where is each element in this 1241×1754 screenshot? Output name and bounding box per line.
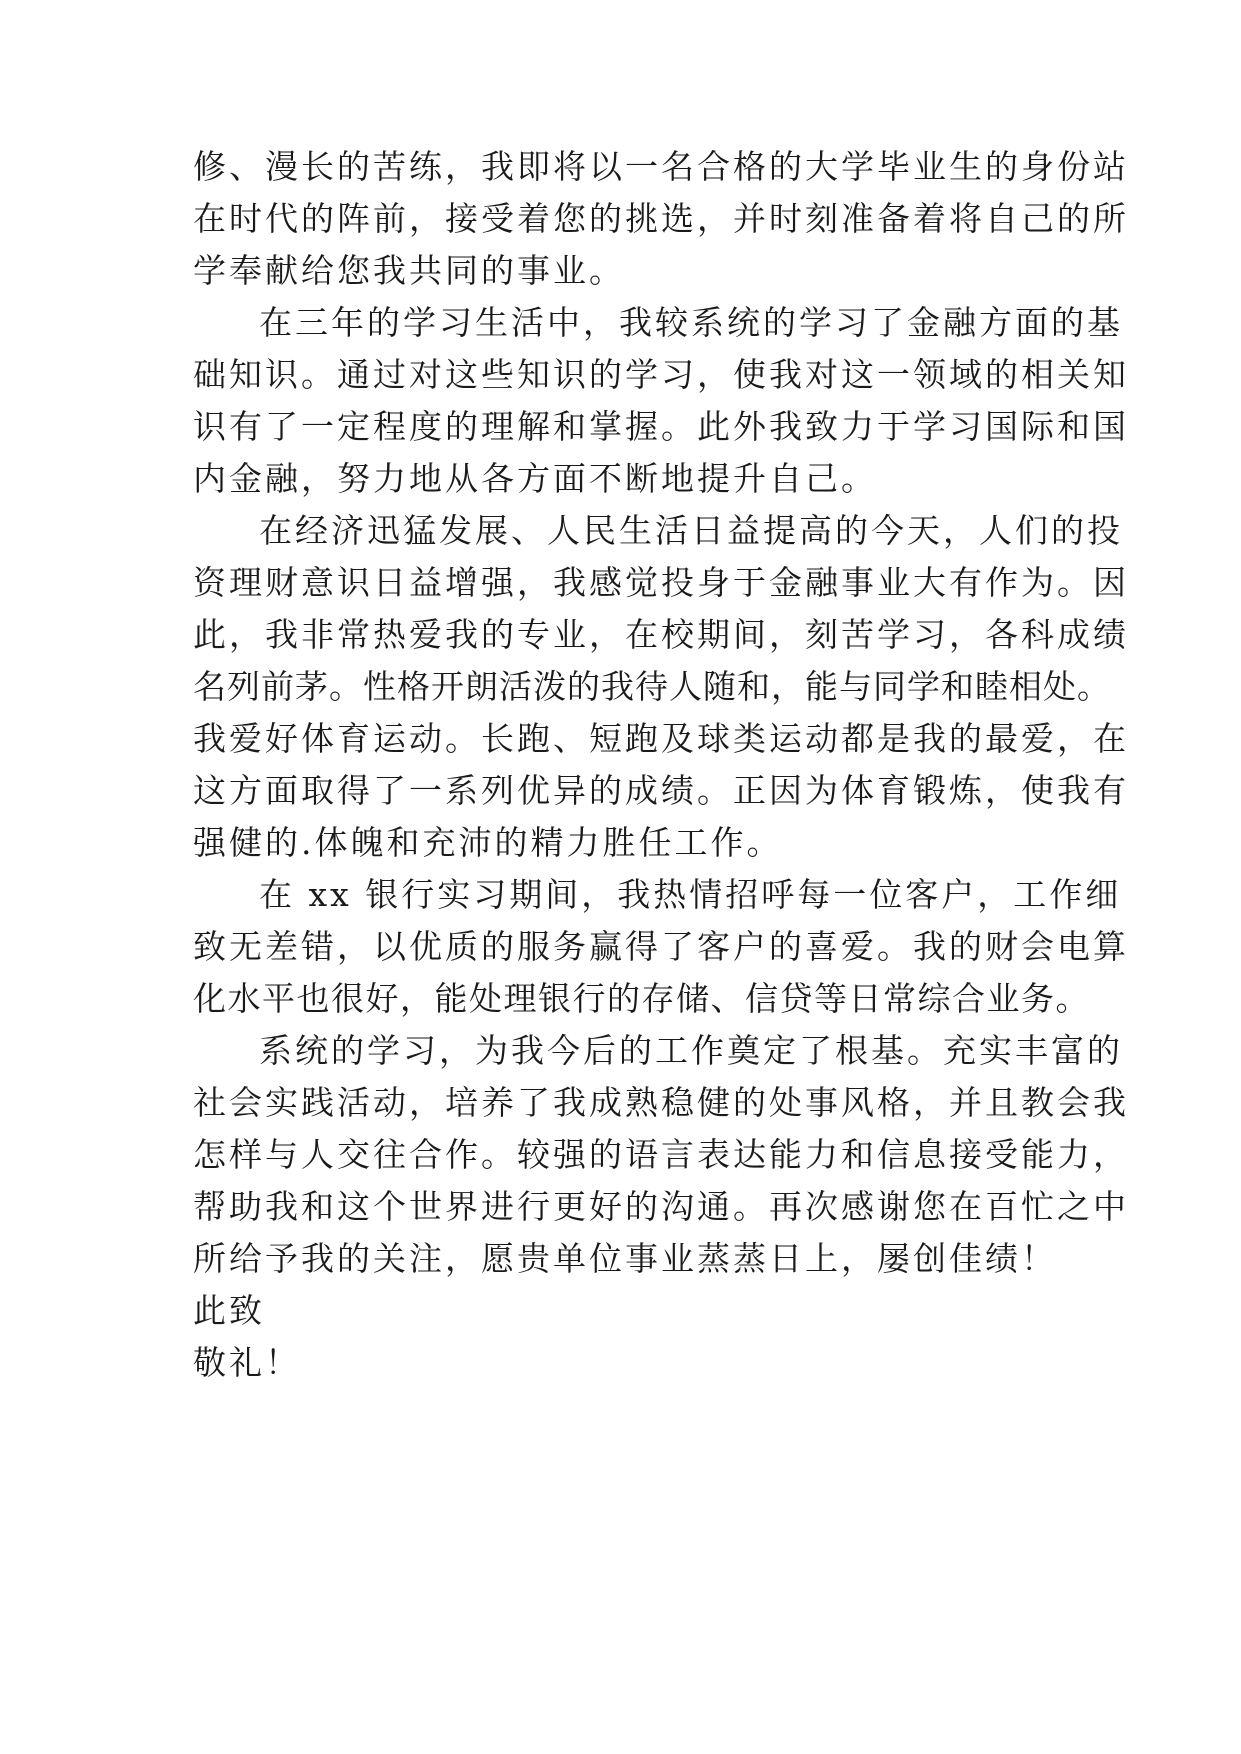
text-line: 这方面取得了一系列优异的成绩。正因为体育锻炼，使我有 [193, 771, 1129, 810]
paragraph-start-line: 在 xx 银行实习期间，我热情招呼每一位客户，工作细 [259, 875, 1122, 914]
text-line: 社会实践活动，培养了我成熟稳健的处事风格，并且教会我 [193, 1083, 1129, 1122]
text-line: 所给予我的关注，愿贵单位事业蒸蒸日上，屡创佳绩！ [193, 1239, 1057, 1278]
text-line: 怎样与人交往合作。较强的语言表达能力和信息接受能力， [193, 1135, 1129, 1174]
text-line: 致无差错，以优质的服务赢得了客户的喜爱。我的财会电算 [193, 927, 1129, 966]
paragraph-start-line: 在经济迅猛发展、人民生活日益提高的今天，人们的投 [259, 511, 1123, 550]
text-line: 在时代的阵前，接受着您的挑选，并时刻准备着将自己的所 [193, 199, 1129, 238]
text-line: 强健的.体魄和充沛的精力胜任工作。 [193, 823, 783, 862]
text-line: 学奉献给您我共同的事业。 [193, 251, 625, 290]
text-line: 化水平也很好，能处理银行的存储、信贷等日常综合业务。 [193, 979, 1090, 1018]
text-line: 内金融，努力地从各方面不断地提升自己。 [193, 459, 877, 498]
paragraph-start-line: 系统的学习，为我今后的工作奠定了根基。充实丰富的 [259, 1031, 1123, 1070]
paragraph-start-line: 在三年的学习生活中，我较系统的学习了金融方面的基 [259, 303, 1123, 342]
closing-regards: 敬礼！ [193, 1343, 301, 1382]
text-line: 识有了一定程度的理解和掌握。此外我致力于学习国际和国 [193, 407, 1129, 446]
text-line: 此，我非常热爱我的专业，在校期间，刻苦学习，各科成绩 [193, 615, 1129, 654]
text-line: 资理财意识日益增强，我感觉投身于金融事业大有作为。因 [193, 563, 1129, 602]
text-line: 础知识。通过对这些知识的学习，使我对这一领域的相关知 [193, 355, 1129, 394]
text-line: 帮助我和这个世界进行更好的沟通。再次感谢您在百忙之中 [193, 1187, 1129, 1226]
text-line: 修、漫长的苦练，我即将以一名合格的大学毕业生的身份站 [193, 147, 1129, 186]
text-line: 名列前茅。性格开朗活泼的我待人随和，能与同学和睦相处。 [193, 667, 1111, 706]
closing-salutation: 此致 [193, 1291, 265, 1330]
text-line: 我爱好体育运动。长跑、短跑及球类运动都是我的最爱，在 [193, 719, 1129, 758]
